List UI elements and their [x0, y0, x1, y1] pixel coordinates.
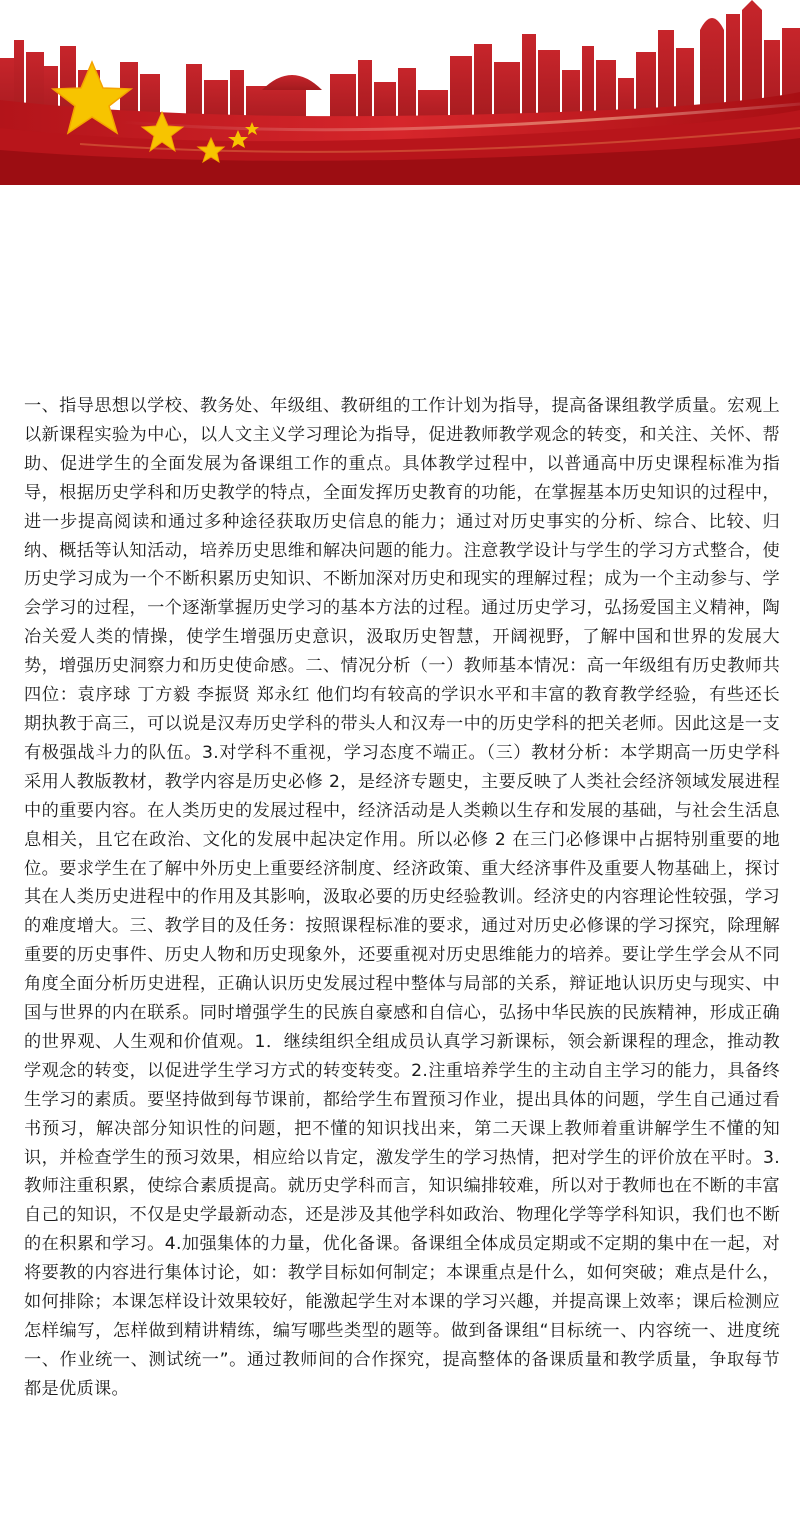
document-body: [24, 392, 780, 1404]
header-banner: [0, 0, 800, 185]
body-paragraph: 一、指导思想以学校、教务处、年级组、教研组的工作计划为指导，提高备课组教学质量。宏观上以新课程实验为中心，以人文主义学习理论为指导，促进教师教学观念的转变，和关注、关怀、帮助、促进学生的全面发展为备课组工作的重点。具体教学过程中，以普通高中历史课程标准为指导，根据历史学科和历史教学的特点，全面发挥历史教育的功能，在掌握基本历史知识的过程中，进一步提高阅读和通过多种途径获取历史信息的能力；通过对历史事实的分析、综合、比较、归纳、概括等认知活动，培养历史思维和解决问题的能力。注意教学设计与学生的学习方式整合，使历史学习成为一个不断积累历史知识、不断加深对历史和现实的理解过程；成为一个主动参与、学会学习的过程，一个逐渐掌握历史学习的基本方法的过程。通过历史学习，弘扬爱国主义精神，陶冶关爱人类的情操，使学生增强历史意识，汲取历史智慧，开阔视野，了解中国和世界的发展大势，增强历史洞察力和历史使命感。二、情况分析（一）教师基本情况：高一年级组有历史教师共四位：袁序球 丁方毅 李振贤 郑永红 他们均有较高的学识水平和丰富的教育教学经验，有些还长期执教于高三，可以说是汉寿历史学科的带头人和汉寿一中的历史学科的把关老师。因此这是一支有极强战斗力的队伍。3.对学科不重视，学习态度不端正。（三）教材分析：本学期高一历史学科采用人教版教材，教学内容是历史必修 2，是经济专题史，主要反映了人类社会经济领域发展进程中的重要内容。在人类历史的发展过程中，经济活动是人类赖以生存和发展的基础，与社会生活息息相关，且它在政治、文化的发展中起决定作用。所以必修 2 在三门必修课中占据特别重要的地位。要求学生在了解中外历史上重要经济制度、经济政策、重大经济事件及重要人物基础上，探讨其在人类历史进程中的作用及其影响，汲取必要的历史经验教训。经济史的内容理论性较强，学习的难度增大。三、教学目的及任务：按照课程标准的要求，通过对历史必修课的学习探究，除理解重要的历史事件、历史人物和历史现象外，还要重视对历史思维能力的培养。要让学生学会从不同角度全面分析历史进程，正确认识历史发展过程中整体与局部的关系，辩证地认识历史与现实、中国与世界的内在联系。同时增强学生的民族自豪感和自信心，弘扬中华民族的民族精神，形成正确的世界观、人生观和价值观。1．继续组织全组成员认真学习新课标，领会新课程的理念，推动教学观念的转变，以促进学生学习方式的转变转变。2.注重培养学生的主动自主学习的能力，具备终生学习的素质。要坚持做到每节课前，都给学生布置预习作业，提出具体的问题，学生自己通过看书预习，解决部分知识性的问题，把不懂的知识找出来，第二天课上教师着重讲解学生不懂的知识，并检查学生的预习效果，相应给以肯定，激发学生的学习热情，把对学生的评价放在平时。3.教师注重积累，使综合素质提高。就历史学科而言，知识编排较难，所以对于教师也在不断的丰富自己的知识，不仅是史学最新动态，还是涉及其他学科如政治、物理化学等学科知识，我们也不断的在积累和学习。4.加强集体的力量，优化备课。备课组全体成员定期或不定期的集中在一起，对将要教的内容进行集体讨论，如：教学目标如何制定；本课重点是什么，如何突破；难点是什么，如何排除；本课怎样设计效果较好，能激起学生对本课的学习兴趣，并提高课上效率；课后检测应怎样编写，怎样做到精讲精练，编写哪些类型的题等。做到备课组“目标统一、内容统一、进度统一、作业统一、测试统一”。通过教师间的合作探究，提高整体的备课质量和教学质量，争取每节都是优质课。: [24, 396, 780, 1399]
